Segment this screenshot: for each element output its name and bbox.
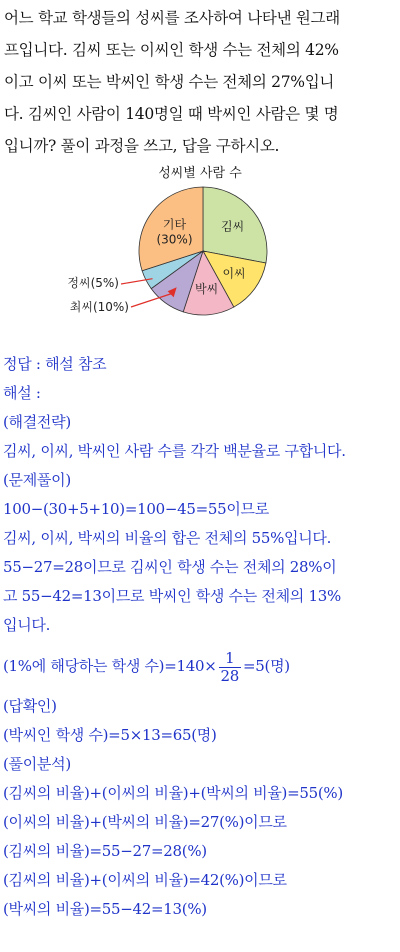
- check-line: (박씨인 학생 수)=5×13=65(명): [3, 726, 217, 744]
- solve-line: 입니다.: [3, 616, 51, 634]
- solve-line: 고 55−42=13이므로 박씨인 학생 수는 전체의 13%: [3, 587, 341, 605]
- slice-label-4: 정씨(5%): [67, 276, 119, 290]
- problem-line: 입니까? 풀이 과정을 쓰고, 답을 구하시오.: [4, 137, 280, 155]
- pie-chart-figure: [0, 160, 400, 330]
- fraction-numerator: 1: [219, 650, 242, 668]
- slice-label-0: 김씨: [220, 219, 245, 234]
- analysis-line: (이씨의 비율)+(박씨의 비율)=27(%)이므로: [3, 813, 287, 831]
- solve-line: 55−27=28이므로 김씨인 학생 수는 전체의 28%이: [3, 558, 337, 576]
- chart-title: 성씨별 사람 수: [158, 166, 242, 181]
- analysis-line: (김씨의 비율)+(이씨의 비율)+(박씨의 비율)=55(%): [3, 784, 343, 802]
- analysis-line: (김씨의 비율)=55−27=28(%): [3, 842, 207, 860]
- pie-chart: [0, 160, 400, 330]
- equation-suffix: =5(명): [243, 657, 290, 675]
- answer-line: 정답 : 해설 참조: [3, 355, 107, 373]
- slice-label-1: 이씨: [222, 266, 246, 281]
- problem-line: 어느 학교 학생들의 성씨를 조사하여 나타낸 원그래: [4, 9, 340, 27]
- problem-line: 프입니다. 김씨 또는 이씨인 학생 수는 전체의 42%: [4, 41, 339, 59]
- check-heading: (답확인): [3, 697, 57, 715]
- fraction-equation: [3, 640, 399, 692]
- equation-prefix: (1%에 해당하는 학생 수)=140×: [3, 657, 217, 675]
- problem-text: [4, 2, 398, 162]
- problem-line: 이고 이씨 또는 박씨인 학생 수는 전체의 27%입니: [4, 73, 335, 91]
- explanation-label: 해설 :: [3, 384, 41, 402]
- solve-heading: (문제풀이): [3, 471, 71, 489]
- solve-line: 김씨, 이씨, 박씨의 비율의 합은 전체의 55%입니다.: [3, 529, 332, 547]
- slice-label-2: 박씨: [195, 282, 219, 297]
- problem-line: 다. 김씨인 사람이 140명일 때 박씨인 사람은 몇 명: [4, 105, 339, 123]
- analysis-heading: (풀이분석): [3, 755, 71, 773]
- fraction-denominator: 28: [220, 666, 239, 685]
- strategy-heading: (해결전략): [3, 413, 71, 431]
- analysis-line: (김씨의 비율)+(이씨의 비율)=42(%)이므로: [3, 871, 287, 889]
- fraction: [219, 650, 242, 684]
- slice-label-3: 최씨(10%): [69, 300, 129, 314]
- analysis-line: (박씨의 비율)=55−42=13(%): [3, 900, 207, 918]
- slice-sublabel-5: (30%): [156, 232, 193, 247]
- solve-line: 100−(30+5+10)=100−45=55이므로: [3, 500, 269, 518]
- solution: [3, 350, 399, 924]
- slice-label-5: 기타: [162, 217, 187, 232]
- strategy-text: 김씨, 이씨, 박씨인 사람 수를 각각 백분율로 구합니다.: [3, 442, 346, 460]
